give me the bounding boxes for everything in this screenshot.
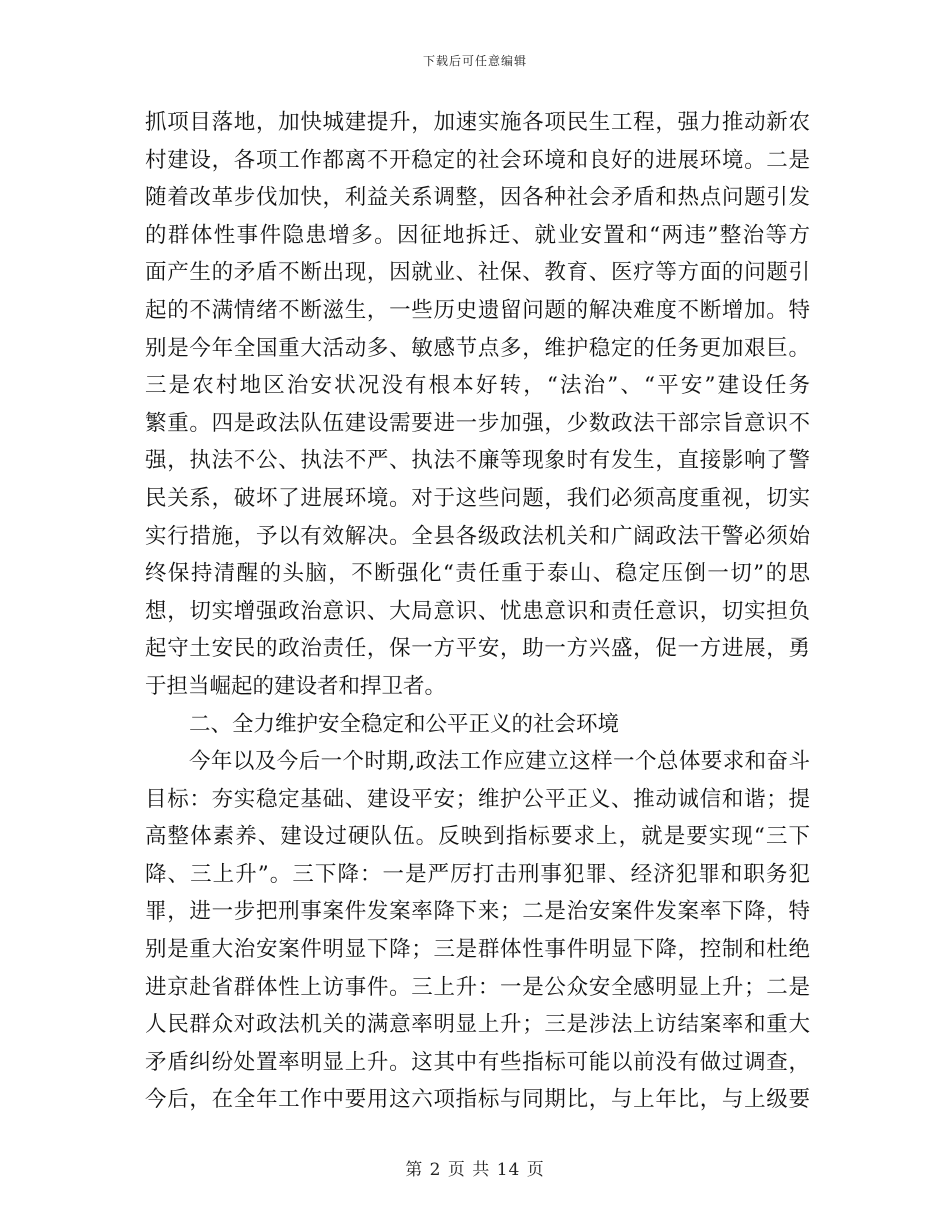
paragraph-1	[145, 104, 810, 706]
text-line: 民关系，破坏了进展环境。对于这些问题，我们必须高度重视，切实	[145, 485, 810, 511]
text-line: 高整体素养、建设过硬队伍。反映到指标要求上，就是要实现“三下	[145, 824, 810, 850]
text-line: 目标：夯实稳定基础、建设平安；维护公平正义、推动诚信和谐；提	[145, 786, 810, 812]
text-line: 村建设，各项工作都离不开稳定的社会环境和良好的进展环境。二是	[145, 147, 810, 173]
text-line: 别是重大治安案件明显下降；三是群体性事件明显下降，控制和杜绝	[145, 937, 810, 963]
text-line: 今后，在全年工作中要用这六项指标与同期比，与上年比，与上级要	[145, 1087, 810, 1113]
text-line: 强，执法不公、执法不严、执法不廉等现象时有发生，直接影响了警	[145, 448, 810, 474]
text-line: 面产生的矛盾不断出现，因就业、社保、教育、医疗等方面的问题引	[145, 260, 810, 286]
text-line: 的群体性事件隐患增多。因征地拆迁、就业安置和“两违”整治等方	[145, 222, 810, 248]
text-line: 实行措施，予以有效解决。全县各级政法机关和广阔政法干警必须始	[145, 523, 810, 549]
text-line: 繁重。四是政法队伍建设需要进一步加强，少数政法干部宗旨意识不	[145, 410, 810, 436]
text-line: 随着改革步伐加快，利益关系调整，因各种社会矛盾和热点问题引发	[145, 185, 810, 211]
text-line: 于担当崛起的建设者和捍卫者。	[145, 673, 447, 699]
section-heading: 二、全力维护安全稳定和公平正义的社会环境	[189, 711, 620, 737]
text-line: 罪，进一步把刑事案件发案率降下来；二是治安案件发案率下降，特	[145, 899, 810, 925]
page-footer: 第 2 页 共 14 页	[405, 1160, 545, 1180]
text-line: 进京赴省群体性上访事件。三上升：一是公众安全感明显上升；二是	[145, 974, 810, 1000]
text-line: 降、三上升”。三下降：一是严厉打击刑事犯罪、经济犯罪和职务犯	[145, 861, 810, 887]
text-line: 起的不满情绪不断滋生，一些历史遗留问题的解决难度不断增加。特	[145, 297, 810, 323]
page-header: 下载后可任意编辑	[422, 54, 527, 68]
text-line: 人民群众对政法机关的满意率明显上升；三是涉法上访结案率和重大	[145, 1012, 810, 1038]
document-body	[145, 104, 810, 1119]
paragraph-2	[145, 743, 810, 1119]
text-line: 想，切实增强政治意识、大局意识、忧患意识和责任意识，切实担负	[145, 598, 810, 624]
text-line: 三是农村地区治安状况没有根本好转，“法治”、“平安”建设任务	[145, 373, 810, 399]
text-line: 今年以及今后一个时期,政法工作应建立这样一个总体要求和奋斗	[189, 749, 810, 775]
text-line: 别是今年全国重大活动多、敏感节点多，维护稳定的任务更加艰巨。	[145, 335, 810, 361]
text-line: 矛盾纠纷处置率明显上升。这其中有些指标可能以前没有做过调查，	[145, 1049, 810, 1075]
text-line: 抓项目落地，加快城建提升，加速实施各项民生工程，强力推动新农	[145, 110, 810, 135]
text-line: 起守土安民的政治责任，保一方平安，助一方兴盛，促一方进展，勇	[145, 636, 810, 662]
text-line: 终保持清醒的头脑，不断强化“责任重于泰山、稳定压倒一切”的思	[145, 561, 810, 587]
